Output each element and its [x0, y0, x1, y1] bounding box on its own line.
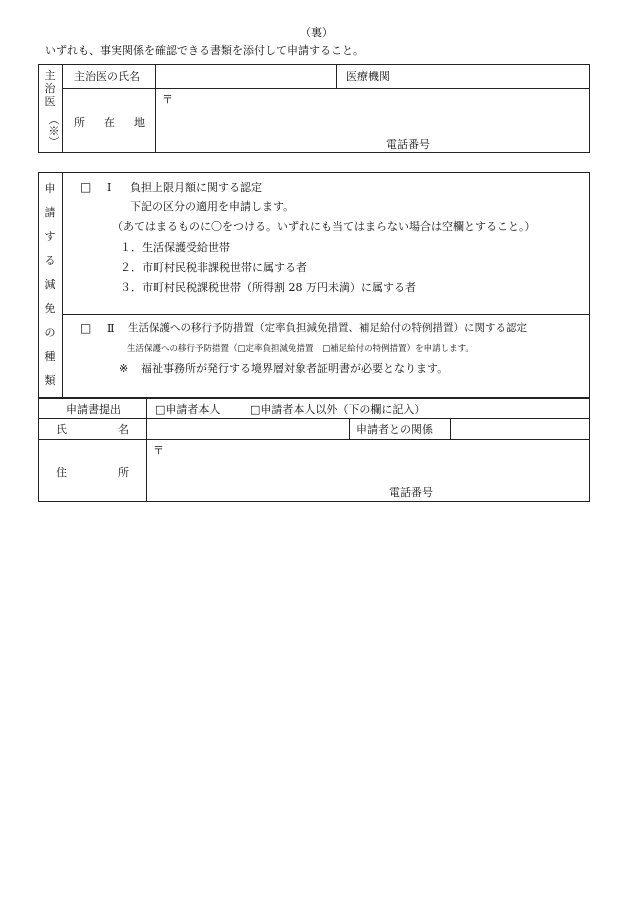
- applicant-address-field[interactable]: [148, 441, 588, 483]
- section1-request: 下記の区分の適用を申請します。: [130, 200, 295, 213]
- relation-field[interactable]: [452, 420, 588, 437]
- doctor-phone-label: 電話番号: [386, 138, 430, 151]
- section1-checkbox[interactable]: □: [80, 180, 92, 194]
- doctor-phone-field[interactable]: [440, 136, 588, 151]
- submission-label: 申請書提出: [66, 403, 121, 416]
- option-item[interactable]: １．生活保護受給世帯: [120, 241, 230, 254]
- section1-title: 負担上限月額に関する認定: [130, 181, 262, 194]
- section2-numeral: Ⅱ: [107, 322, 115, 335]
- submitter-other-checkbox[interactable]: □申請者本人以外（下の欄に記入）: [250, 403, 426, 416]
- institution-label: 医療機関: [346, 70, 390, 83]
- section2-request: 生活保護への移行予防措置（□定率負担減免措置 □補足給付の特例措置）を申請します。: [127, 344, 474, 354]
- doctor-postal-mark: 〒: [162, 93, 173, 106]
- relation-label: 申請者との関係: [356, 423, 433, 436]
- applicant-name-field[interactable]: [148, 420, 347, 437]
- section2-note: 福祉事務所が発行する境界層対象者証明書が必要となります。: [141, 362, 449, 375]
- institution-field[interactable]: [420, 66, 588, 86]
- instruction-text: いずれも、事実関係を確認できる書類を添付して申請すること。: [45, 44, 364, 57]
- option-item[interactable]: ３．市町村民税課税世帯（所得割 28 万円未満）に属する者: [120, 281, 416, 294]
- fixed-rate-reduction-checkbox[interactable]: □: [237, 344, 246, 354]
- page-side-label: （裏）: [300, 26, 333, 39]
- application-form-back: （裏） いずれも、事実関係を確認できる書類を添付して申請すること。 主 治 医 （※） 主治医の氏名 医療機関 所 在 地 〒 電話番号 申 請 す る 減 免 の 種 類 □ Ⅰ 負担上限月額に関する認定 下記の区分の適用を申請します。 （あてはまるものに〇をつける。いずれにも当てはまらない場合は空欄とすること。） １．生活保護受給世帯 ２．市町村民税非課税世帯に属する者 ３．市町村民税課税世帯（所得割 28 万円未満）に属する者 □ Ⅱ 生活保護への移行予防措置（定率負担減免措置、補足給付の特例措置）に関する認定 生活保護への移行予防措置（□定率負担減免措置 □補足給付の特例措置）を申請します。 ※ 福祉事務所が発行する境界層対象者証明書が必要となります。 申請書提出 □申請者本人 □申請者本人以外（下の欄に記入） 氏 名 申請者との関係 住 所 〒 電話番号: [0, 0, 630, 915]
- doctor-name-field[interactable]: [157, 66, 334, 86]
- section1-note: （あてはまるものに〇をつける。いずれにも当てはまらない場合は空欄とすること。）: [112, 220, 536, 233]
- submitter-self-checkbox[interactable]: □申請者本人: [155, 403, 221, 416]
- section1-numeral: Ⅰ: [107, 181, 112, 194]
- supplementary-benefit-checkbox[interactable]: □: [322, 344, 331, 354]
- option-item[interactable]: ２．市町村民税非課税世帯に属する者: [120, 261, 307, 274]
- section2-note-mark: ※: [119, 362, 129, 375]
- section2-checkbox[interactable]: □: [80, 321, 92, 335]
- section2-title: 生活保護への移行予防措置（定率負担減免措置、補足給付の特例措置）に関する認定: [128, 322, 527, 334]
- applicant-phone-field[interactable]: [445, 484, 588, 500]
- applicant-postal-mark: 〒: [153, 444, 164, 457]
- doctor-address-field[interactable]: [157, 90, 588, 134]
- doctor-name-label: 主治医の氏名: [74, 70, 140, 83]
- applicant-phone-label: 電話番号: [389, 486, 433, 499]
